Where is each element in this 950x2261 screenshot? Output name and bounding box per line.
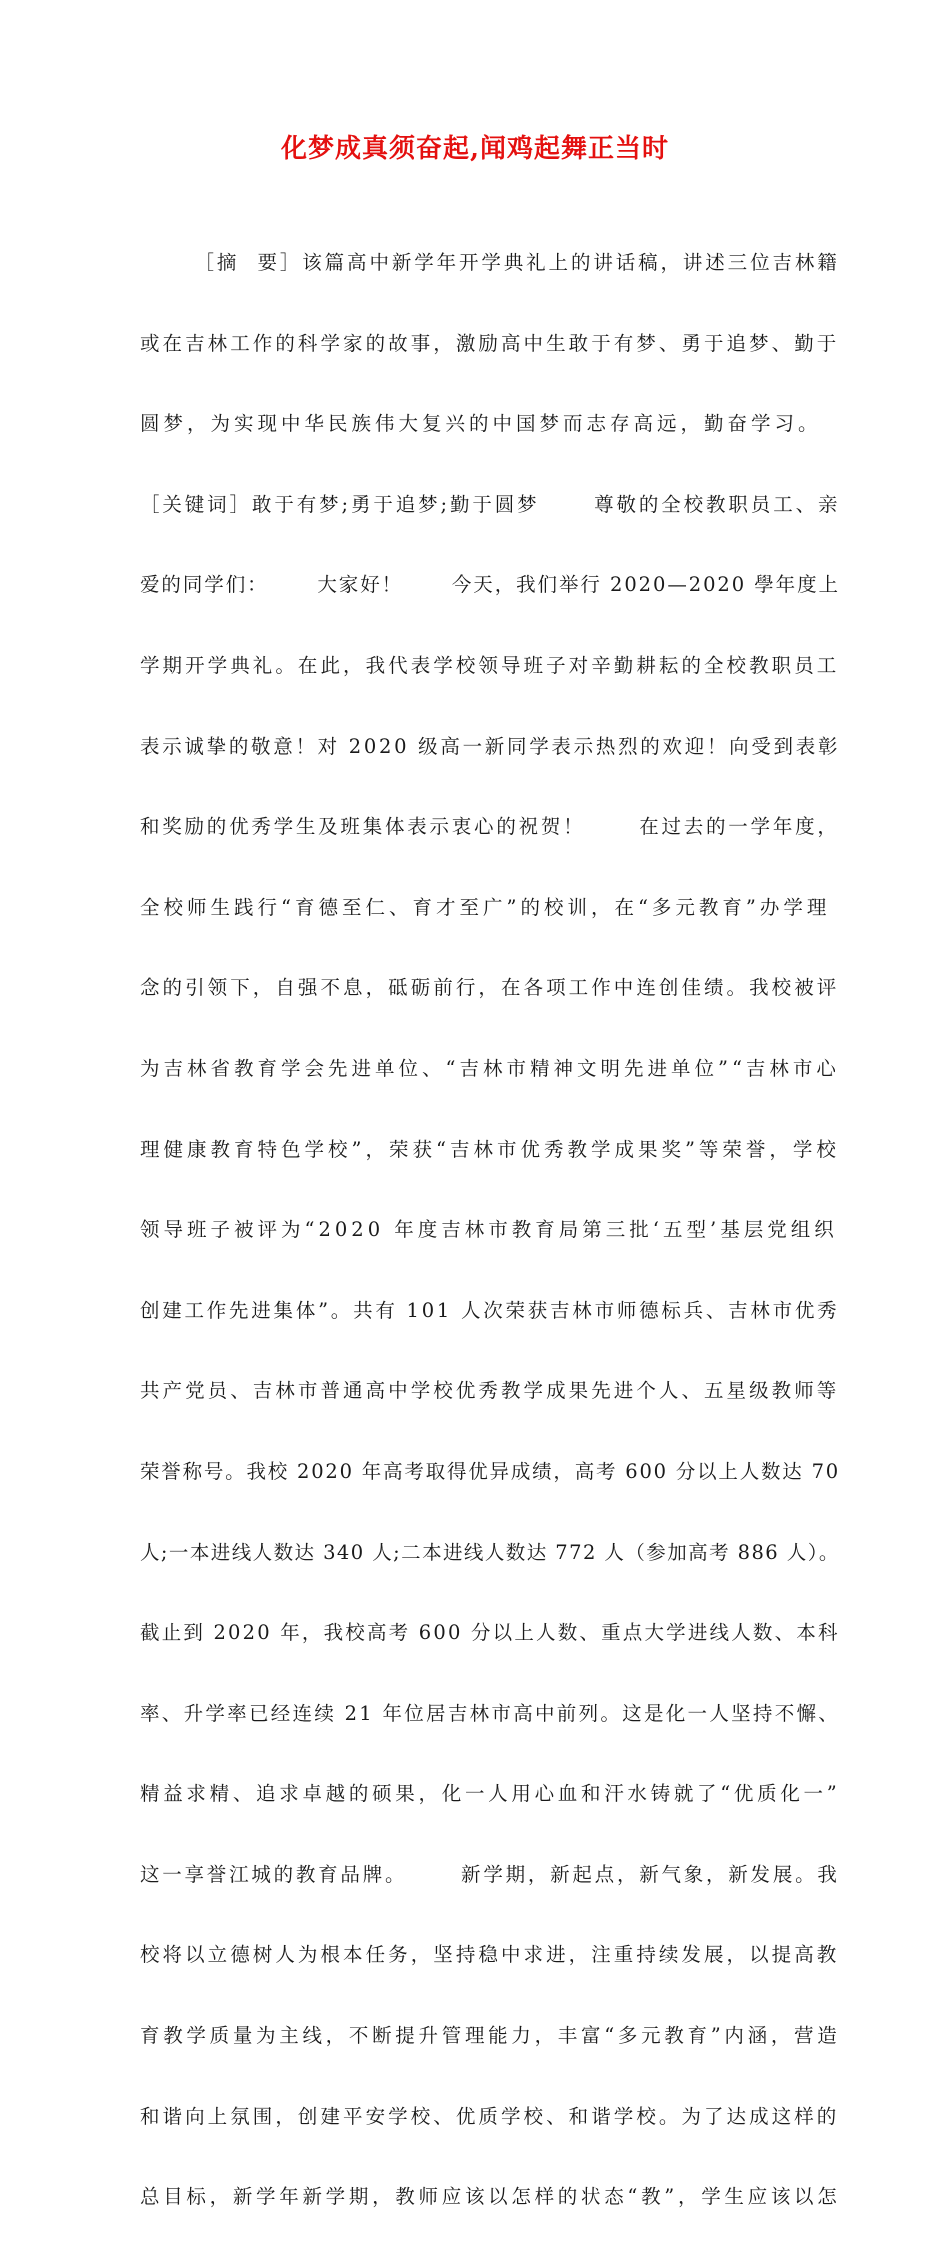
body-line: 圆梦，为实现中华民族伟大复兴的中国梦而志存高远，勤奋学习。 bbox=[140, 412, 822, 436]
body-line: 荣誉称号。我校 2020 年高考取得优异成绩，高考 600 分以上人数达 70 bbox=[140, 1459, 840, 1483]
body-line: 领导班子被评为“2020 年度吉林市教育局第三批‘五型’基层党组织 bbox=[140, 1218, 838, 1242]
body-line: ［关键词］敢于有梦;勇于追梦;勤于圆梦 尊敬的全校教职员工、亲 bbox=[140, 492, 841, 516]
body-line: 育教学质量为主线，不断提升管理能力，丰富“多元教育”内涵，营造 bbox=[140, 2024, 841, 2048]
document-title: 化梦成真须奋起,闻鸡起舞正当时 bbox=[280, 134, 670, 164]
body-line: 念的引领下，自强不息，砥砺前行，在各项工作中连创佳绩。我校被评 bbox=[140, 976, 840, 1000]
body-line: 创建工作先进集体”。共有 101 人次荣获吉林市师德标兵、吉林市优秀 bbox=[140, 1298, 840, 1322]
body-line: 这一享誉江城的教育品牌。 新学期，新起点，新气象，新发展。我 bbox=[140, 1862, 840, 1886]
body-line: 精益求精、追求卓越的硕果，化一人用心血和汗水铸就了“优质化一” bbox=[140, 1782, 841, 1806]
body-line: 或在吉林工作的科学家的故事，激励高中生敢于有梦、勇于追梦、勤于 bbox=[140, 331, 840, 355]
body-line: 理健康教育特色学校”，荣获“吉林市优秀教学成果奖”等荣誉，学校 bbox=[140, 1137, 840, 1161]
body-line: 表示诚挚的敬意！对 2020 级高一新同学表示热烈的欢迎！向受到表彰 bbox=[140, 734, 841, 758]
body-line: 爱的同学们： 大家好！ 今天，我们举行 2020—2020 學年度上 bbox=[140, 573, 840, 597]
body-line: 共产党员、吉林市普通高中学校优秀教学成果先进个人、五星级教师等 bbox=[140, 1379, 840, 1403]
body-line: 人;一本进线人数达 340 人;二本进线人数达 772 人（参加高考 886 人）。 bbox=[140, 1540, 840, 1564]
document-body bbox=[140, 200, 840, 2261]
body-line: 全校师生践行“育德至仁、育才至广”的校训，在“多元教育”办学理 bbox=[140, 895, 831, 919]
body-line: 为吉林省教育学会先进单位、“吉林市精神文明先进单位”“吉林市心 bbox=[140, 1056, 840, 1080]
body-line: 校将以立德树人为根本任务，坚持稳中求进，注重持续发展，以提高教 bbox=[140, 1943, 840, 1967]
body-line: 学期开学典礼。在此，我代表学校领导班子对辛勤耕耘的全校教职员工 bbox=[140, 653, 840, 677]
body-line: 截止到 2020 年，我校高考 600 分以上人数、重点大学进线人数、本科 bbox=[140, 1621, 840, 1645]
body-line: 率、升学率已经连续 21 年位居吉林市高中前列。这是化一人坚持不懈、 bbox=[140, 1701, 841, 1725]
body-line: 总目标，新学年新学期，教师应该以怎样的状态“教”，学生应该以怎 bbox=[140, 2185, 841, 2209]
body-line: 和奖励的优秀学生及班集体表示衷心的祝贺！ 在过去的一学年度， bbox=[140, 815, 840, 839]
body-line: ［摘 要］该篇高中新学年开学典礼上的讲话稿，讲述三位吉林籍 bbox=[140, 251, 840, 274]
body-line: 和谐向上氛围，创建平安学校、优质学校、和谐学校。为了达成这样的 bbox=[140, 2104, 840, 2128]
